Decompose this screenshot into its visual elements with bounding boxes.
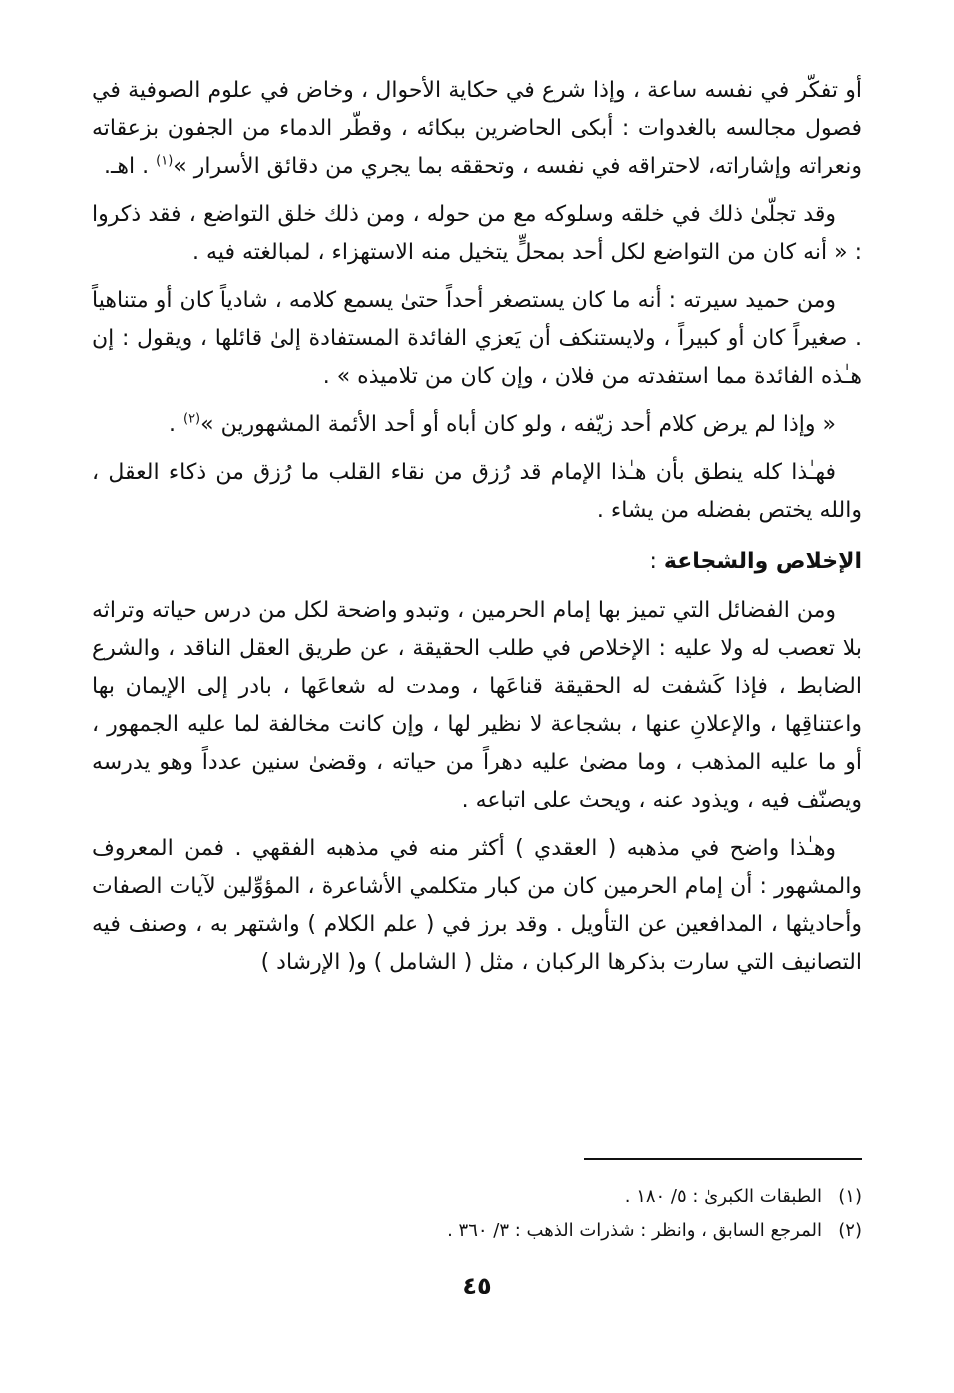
section-heading-colon: : (649, 549, 664, 574)
footnote-ref-2[interactable]: (٢) (182, 411, 201, 427)
paragraph-4-tail: . (168, 412, 183, 437)
paragraph-2: وقد تجلّىٰ ذلك في خلقه وسلوكه مع من حوله ، ومن ذلك خلق التواضع ، فقد ذكروا : « أنه كان من التواضع لكل أحد بمحلٍّ يتخيل منه الاستهزاء ، لمبالغته فيه . (92, 202, 862, 265)
footnote-ref-1[interactable]: (١) (156, 153, 174, 169)
paragraph-5: فهـٰذا كله ينطق بأن هـٰذا الإمام قد رُزق من نقاء القلب ما رُزق من ذكاء العقل ، والله يختص بفضله من يشاء . (92, 460, 862, 523)
paragraph-1 (92, 72, 862, 186)
footnote-number: (١) (838, 1186, 862, 1207)
page-body (92, 72, 862, 992)
page-number: ٤٥ (462, 1272, 492, 1300)
footnote-item (92, 1180, 862, 1214)
section-heading-title: الإخلاص والشجاعة (663, 549, 862, 574)
footnote-item (92, 1214, 862, 1248)
footnote-text: الطبقات الكبرىٰ : ٥/ ١٨٠ . (624, 1186, 822, 1207)
paragraph-1-text: أو تفكّر في نفسه ساعة ، وإذا شرع في حكاية الأحوال ، وخاض في علوم الصوفية في فصول مجالسه بالغدوات : أبكى الحاضرين ببكائه ، وقطّر الدماء من الجفون بزعقاته ونعراته وإشاراته، لاحتراقه في نفسه ، وتحققه بما يجري من دقائق الأسرار » (92, 78, 862, 179)
footnote-divider (584, 1158, 862, 1160)
footnotes (92, 1180, 862, 1248)
paragraph-3: ومن حميد سيرته : أنه ما كان يستصغر أحداً حتىٰ يسمع كلامه ، شادياً كان أو متناهياً . صغيراً كان أو كبيراً ، ولايستنكف أن يَعزي الفائدة المستفادة إلىٰ قائلها ، ويقول : إن هـٰذه الفائدة مما استفدته من فلان ، وإن كان من تلاميذه » . (92, 288, 862, 389)
footnote-text: المرجع السابق ، وانظر : شذرات الذهب : ٣/ ٣٦٠ . (447, 1220, 822, 1241)
footnote-number: (٢) (838, 1220, 862, 1241)
section-heading (92, 542, 862, 582)
paragraph-4 (92, 406, 862, 444)
paragraph-6: ومن الفضائل التي تميز بها إمام الحرمين ، وتبدو واضحة لكل من درس حياته وتراثه بلا تعصب له ولا عليه : الإخلاص في طلب الحقيقة ، عن طريق العقل الناقد ، والشرع الضابط ، فإذا كَشفت له الحقيقة قناعَها ، ومدت له شعاعَها ، بادر إلى الإيمان بها واعتناقِها ، والإعلانِ عنها ، بشجاعة لا نظير لها ، وإن كانت مخالفة لما عليه الجمهور ، أو ما عليه المذهب ، وما مضىٰ عليه دهراً من حياته ، وقضىٰ سنين عدداً وهو يدرسه ويصنّف فيه ، ويذود عنه ، ويحث على اتباعه . (92, 598, 862, 813)
paragraph-4-text: « وإذا لم يرض كلام أحد زيّفه ، ولو كان أباه أو أحد الأئمة المشهورين » (200, 412, 836, 437)
paragraph-1-tail: . اهـ. (103, 154, 157, 179)
paragraph-7: وهـٰذا واضح في مذهبه ( العقدي ) أكثر منه في مذهبه الفقهي . فمن المعروف والمشهور : أن إمام الحرمين كان من كبار متكلمي الأشاعرة ، المؤوِّلين لآيات الصفات وأحاديثها ، المدافعين عن التأويل . وقد برز في ( علم الكلام ) واشتهر به ، وصنف فيه التصانيف التي سارت بذكرها الركبان ، مثل ( الشامل ) و( الإرشاد ) (92, 836, 862, 975)
